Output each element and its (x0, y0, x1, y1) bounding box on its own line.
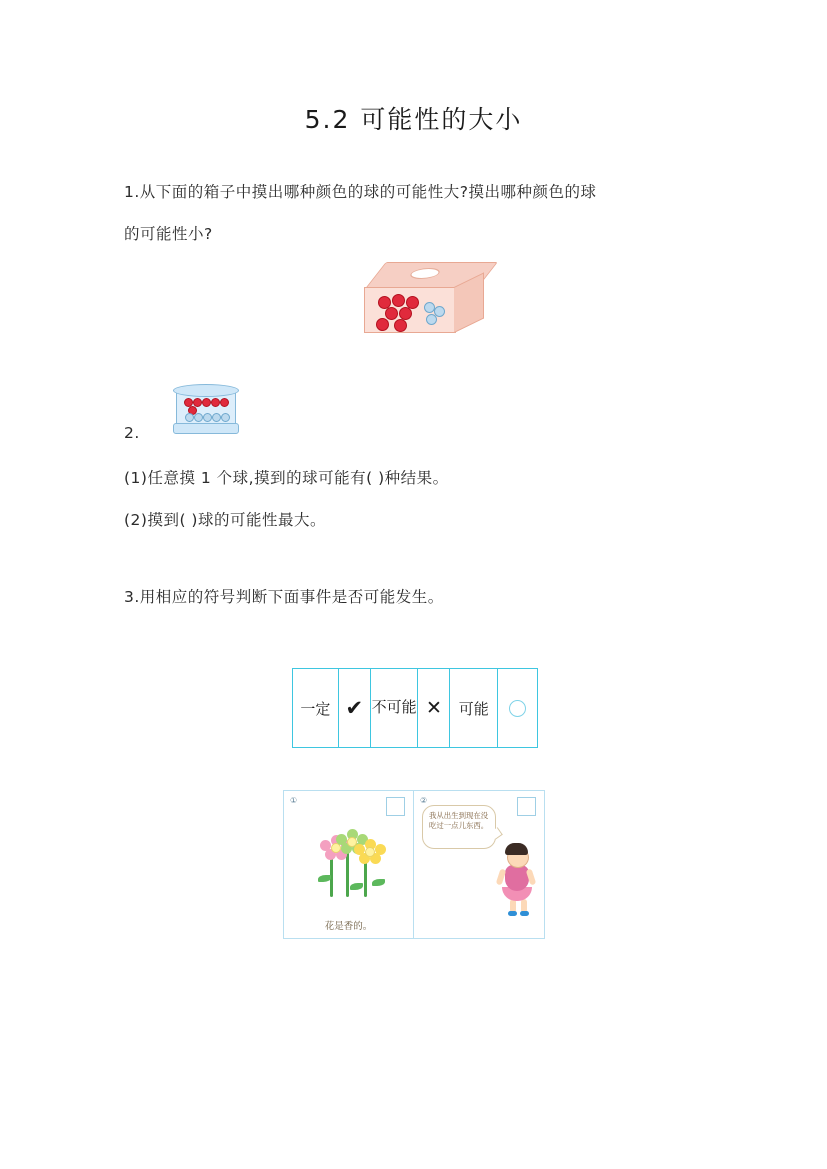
blue-ball (212, 413, 221, 422)
blue-ball (185, 413, 194, 422)
picture-panel-1 (284, 791, 414, 938)
cup-base (173, 423, 239, 434)
panel-2-number: ② (420, 796, 428, 805)
check-icon: ✔ (339, 669, 371, 747)
question-1-line-1: 1.从下面的箱子中摸出哪种颜色的球的可能性大?摸出哪种颜色的球 (124, 183, 597, 201)
cross-icon: ✕ (418, 669, 450, 747)
speech-bubble: 我从出生到现在没吃过一点儿东西。 (422, 805, 496, 849)
panel-1-number: ① (290, 796, 298, 805)
question-2-number: 2. (124, 424, 140, 442)
picture-panels (283, 790, 545, 939)
red-ball (385, 307, 398, 320)
symbol-legend-table (292, 668, 538, 748)
red-ball (220, 398, 229, 407)
leaf (350, 883, 363, 890)
blue-ball (203, 413, 212, 422)
red-ball (376, 318, 389, 331)
picture-panel-2 (414, 791, 544, 938)
panel-2-checkbox[interactable] (517, 797, 536, 816)
girl-shoe (508, 911, 517, 916)
page-title: 5.2 可能性的大小 (304, 105, 523, 134)
cell-possible-label: 可能 (450, 669, 498, 747)
box-with-balls-illustration (364, 262, 500, 336)
question-2-sub-2: (2)摸到( )球的可能性最大。 (124, 511, 326, 529)
blue-ball (194, 413, 203, 422)
red-ball (202, 398, 211, 407)
red-ball (394, 319, 407, 332)
question-3: 3.用相应的符号判断下面事件是否可能发生。 (124, 588, 444, 606)
blue-ball (221, 413, 230, 422)
girl-body (505, 865, 529, 891)
girl-shoe (520, 911, 529, 916)
girl-hair (505, 843, 528, 855)
question-1-line-2: 的可能性小? (124, 225, 213, 243)
panel-1-caption: 花是香的。 (324, 921, 373, 932)
panel-1-checkbox[interactable] (386, 797, 405, 816)
leaf (372, 879, 385, 886)
cup-rim (173, 384, 239, 397)
blue-ball (426, 314, 437, 325)
circle-icon (498, 669, 537, 747)
cup-with-balls-illustration (173, 382, 239, 434)
cell-certain-label: 一定 (293, 669, 339, 747)
red-ball (392, 294, 405, 307)
question-2-sub-1: (1)任意摸 1 个球,摸到的球可能有( )种结果。 (124, 469, 449, 487)
red-ball (211, 398, 220, 407)
cell-impossible-label: 不可能 (371, 669, 419, 747)
